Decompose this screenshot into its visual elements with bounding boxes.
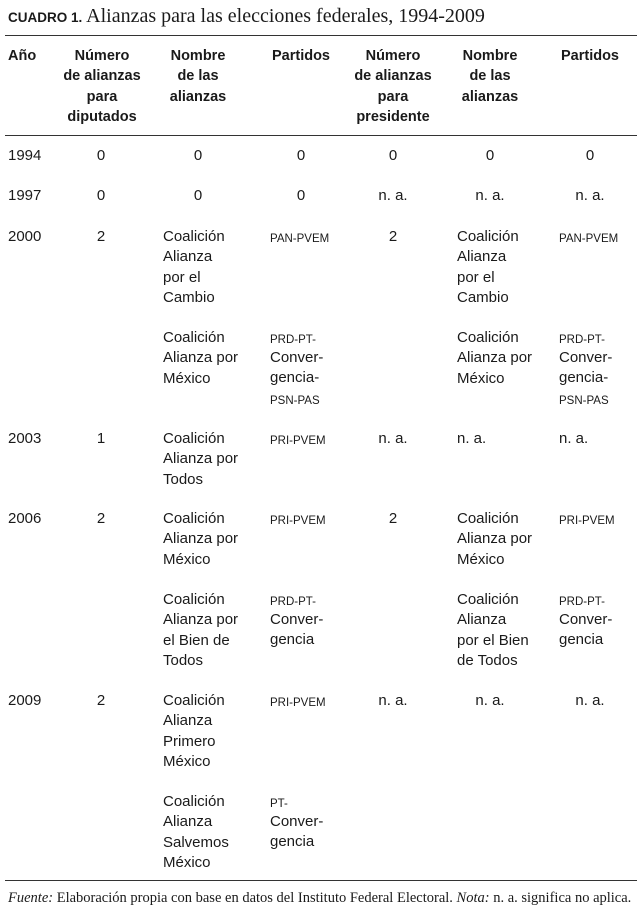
header-dip-names: Nombre de las alianzas <box>169 48 227 105</box>
cell-dip-count: 1 <box>96 430 106 447</box>
table-footnote <box>8 889 638 907</box>
cell-pres-party: PRI-PVEM <box>559 515 615 527</box>
cell-dip-count: 0 <box>96 147 106 164</box>
cell-pres-party: Conver- gencia <box>559 611 613 649</box>
cell-dip-name: Coalición Alianza por el Bien de Todos <box>163 591 239 669</box>
cell-dip-parties: 0 <box>296 147 306 164</box>
cell-pres-party: PSN-PAS <box>559 395 609 407</box>
cell-dip-parties: 0 <box>296 187 306 204</box>
header-pres-count: Número de alianzas para presidente <box>354 48 432 125</box>
cell-pres-count: n. a. <box>378 692 408 709</box>
header-rule <box>5 135 637 136</box>
cell-dip-party: PRD-PT- <box>270 334 316 346</box>
cell-dip-party: PAN-PVEM <box>270 233 330 245</box>
cell-pres-count: 0 <box>388 147 398 164</box>
cell-dip-name: Coalición Alianza Primero México <box>163 692 225 770</box>
cell-pres-name: Coalición Alianza por México <box>457 329 533 387</box>
year-2009: 2009 <box>8 692 42 709</box>
year-2003: 2003 <box>8 430 42 447</box>
cell-pres-parties: 0 <box>585 147 595 164</box>
cell-pres-names: n. a. <box>475 692 505 709</box>
cell-dip-party: PRI-PVEM <box>270 515 326 527</box>
cell-dip-count: 2 <box>96 510 106 527</box>
cell-pres-names: 0 <box>485 147 495 164</box>
footnote-source-label: Fuente: <box>8 890 54 906</box>
bottom-rule <box>5 880 637 881</box>
cell-dip-party: Conver- gencia- <box>270 349 324 387</box>
year-1994: 1994 <box>8 147 42 164</box>
footnote-note-text: n. a. significa no aplica. <box>489 890 632 906</box>
cell-pres-name: Coalición Alianza por el Cambio <box>457 228 519 306</box>
footnote-source-text: Elaboración propia con base en datos del Instituto Federal Electoral. <box>53 890 457 906</box>
header-pres-names: Nombre de las alianzas <box>461 48 519 105</box>
caption-label: CUADRO 1. <box>8 10 83 25</box>
cell-pres-party: PRD-PT- <box>559 596 605 608</box>
cell-dip-count: 2 <box>96 692 106 709</box>
cell-dip-name: Coalición Alianza por Todos <box>163 430 239 488</box>
cell-dip-names: 0 <box>193 187 203 204</box>
cell-pres-count: 2 <box>388 510 398 527</box>
year-1997: 1997 <box>8 187 42 204</box>
cell-dip-party: PRI-PVEM <box>270 435 326 447</box>
cell-pres-party: Conver- gencia- <box>559 349 613 387</box>
header-dip-count: Número de alianzas para diputados <box>63 48 141 125</box>
cell-pres-names: n. a. <box>475 187 505 204</box>
cell-dip-party: PRD-PT- <box>270 596 316 608</box>
cell-pres-name: Coalición Alianza por México <box>457 510 533 568</box>
cell-pres-names: n. a. <box>457 430 487 447</box>
header-year: Año <box>8 48 37 64</box>
cell-dip-party: PRI-PVEM <box>270 697 326 709</box>
cell-pres-party: PAN-PVEM <box>559 233 619 245</box>
cell-pres-count: n. a. <box>378 430 408 447</box>
cell-dip-count: 2 <box>96 228 106 245</box>
cell-dip-name: Coalición Alianza por México <box>163 510 239 568</box>
footnote-note-label: Nota: <box>456 890 490 906</box>
cell-dip-name: Coalición Alianza por México <box>163 329 239 387</box>
cell-dip-party: Conver- gencia <box>270 611 324 649</box>
cell-dip-party: PT- <box>270 798 288 810</box>
cell-dip-name: Coalición Alianza por el Cambio <box>163 228 225 306</box>
cell-pres-party: PRD-PT- <box>559 334 605 346</box>
cell-dip-party: Conver- gencia <box>270 813 324 851</box>
table-caption <box>8 4 638 30</box>
cell-pres-parties: n. a. <box>559 430 589 447</box>
cell-pres-name: Coalición Alianza por el Bien de Todos <box>457 591 529 669</box>
top-rule <box>5 35 637 36</box>
cell-dip-names: 0 <box>193 147 203 164</box>
year-2000: 2000 <box>8 228 42 245</box>
header-dip-parties: Partidos <box>271 48 330 64</box>
cell-pres-count: n. a. <box>378 187 408 204</box>
cell-dip-party: PSN-PAS <box>270 395 320 407</box>
caption-title: Alianzas para las elecciones federales, 1994-2009 <box>86 5 485 27</box>
cell-pres-parties: n. a. <box>575 692 605 709</box>
cell-pres-count: 2 <box>388 228 398 245</box>
cell-dip-name: Coalición Alianza Salvemos México <box>163 793 229 871</box>
year-2006: 2006 <box>8 510 42 527</box>
cell-dip-count: 0 <box>96 187 106 204</box>
header-pres-parties: Partidos <box>560 48 619 64</box>
cell-pres-parties: n. a. <box>575 187 605 204</box>
